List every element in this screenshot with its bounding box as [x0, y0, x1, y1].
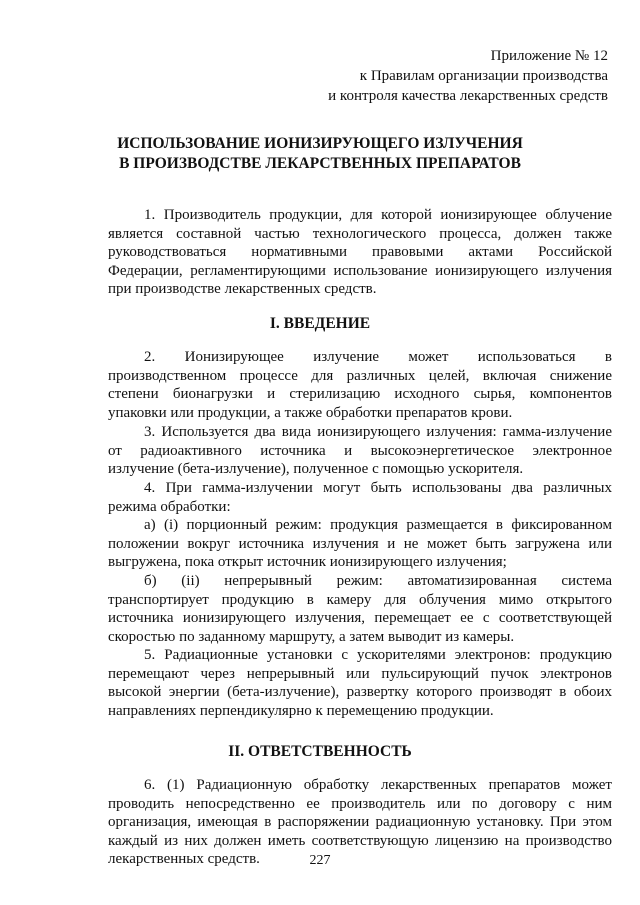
paragraph-line: скоростью по заданному маршруту, а затем выводит из камеры. — [108, 628, 515, 645]
appendix-number: Приложение № 12 — [490, 48, 608, 64]
paragraph-line: организация, имеющая в распоряжении радиационную установку. При этом — [108, 814, 612, 831]
paragraph-3 — [108, 423, 612, 479]
paragraph-line: высокой энергии (бета-излучение), развертку которого производят в обоих — [108, 684, 612, 701]
paragraph-4b — [108, 572, 612, 646]
appendix-reference-line-1: к Правилам организации производства — [359, 68, 608, 84]
paragraph-line: от радиоактивного источника и высокоэнергетическое электронное — [108, 442, 612, 459]
paragraph-line: положении вокруг источника излучения и не может быть загружена или — [108, 535, 612, 552]
paragraph-line: каждый из них должен иметь соответствующую лицензию на производство — [108, 832, 612, 849]
paragraph-line: при производстве лекарственных средств. — [108, 281, 377, 298]
paragraph-line: выгружена, пока открыт источник ионизирующего излучения; — [108, 554, 507, 571]
document-title-line-1: ИСПОЛЬЗОВАНИЕ ИОНИЗИРУЮЩЕГО ИЗЛУЧЕНИЯ — [117, 135, 523, 152]
paragraph-line: а) (i) порционный режим: продукция размещается в фиксированном — [144, 517, 612, 533]
paragraph-line: 6. (1) Радиационную обработку лекарственных препаратов может — [144, 777, 612, 793]
paragraph-line: источника ионизирующего излучения, перемещает ее с соответствующей — [108, 610, 612, 627]
paragraph-line: направлениях перпендикулярно к перемещению продукции. — [108, 702, 494, 719]
paragraph-4a — [108, 516, 612, 572]
paragraph-line: лекарственных средств. — [108, 851, 260, 868]
paragraph-line: проводить непосредственно ее производитель или по договору с ним — [108, 795, 612, 812]
paragraph-line: б) (ii) непрерывный режим: автоматизированная система — [144, 573, 612, 589]
paragraph-line: упаковки или продукции, а также обработки препаратов крови. — [108, 404, 513, 421]
paragraph-line: 4. При гамма-излучении могут быть использованы два различных — [144, 480, 612, 496]
paragraph-line: 3. Используется два вида ионизирующего излучения: гамма-излучение — [144, 424, 612, 440]
section-heading-responsibility: II. ОТВЕТСТВЕННОСТЬ — [228, 743, 412, 760]
paragraph-line: режима обработки: — [108, 498, 231, 515]
appendix-reference-line-2: и контроля качества лекарственных средств — [328, 88, 608, 104]
paragraph-line: Федерации, регламентирующими использование ионизирующего излучения — [108, 262, 612, 279]
paragraph-line: 2. Ионизирующее излучение может использоваться в — [144, 349, 612, 365]
appendix-header — [248, 46, 608, 106]
paragraph-line: излучение (бета-излучение), полученное с помощью ускорителя. — [108, 461, 524, 478]
section-heading-introduction: I. ВВЕДЕНИЕ — [269, 315, 371, 332]
page-number: 227 — [309, 853, 331, 868]
paragraph-5 — [108, 646, 612, 720]
paragraph-line: транспортирует продукцию в камеру для облучения мимо открытого — [108, 591, 612, 608]
paragraph-line: руководствоваться нормативными правовыми актами Российской — [108, 244, 612, 261]
paragraph-line: перемещают через непрерывный или пульсирующий пучок электронов — [108, 665, 612, 682]
paragraph-line: производственном процессе для различных целей, включая снижение — [108, 367, 612, 384]
paragraph-2 — [108, 348, 612, 422]
paragraph-line: 5. Радиационные установки с ускорителями электронов: продукцию — [144, 647, 612, 663]
paragraph-line: является составной частью технологического процесса, должен также — [108, 225, 612, 242]
paragraph-line: степени бионагрузки и стерилизацию исходного сырья, компонентов — [108, 386, 612, 403]
document-title — [0, 134, 640, 174]
paragraph-1 — [108, 206, 612, 299]
paragraph-line: 1. Производитель продукции, для которой ионизирующее облучение — [144, 207, 612, 223]
paragraph-4 — [108, 479, 612, 516]
document-title-line-2: В ПРОИЗВОДСТВЕ ЛЕКАРСТВЕННЫХ ПРЕПАРАТОВ — [119, 155, 521, 172]
